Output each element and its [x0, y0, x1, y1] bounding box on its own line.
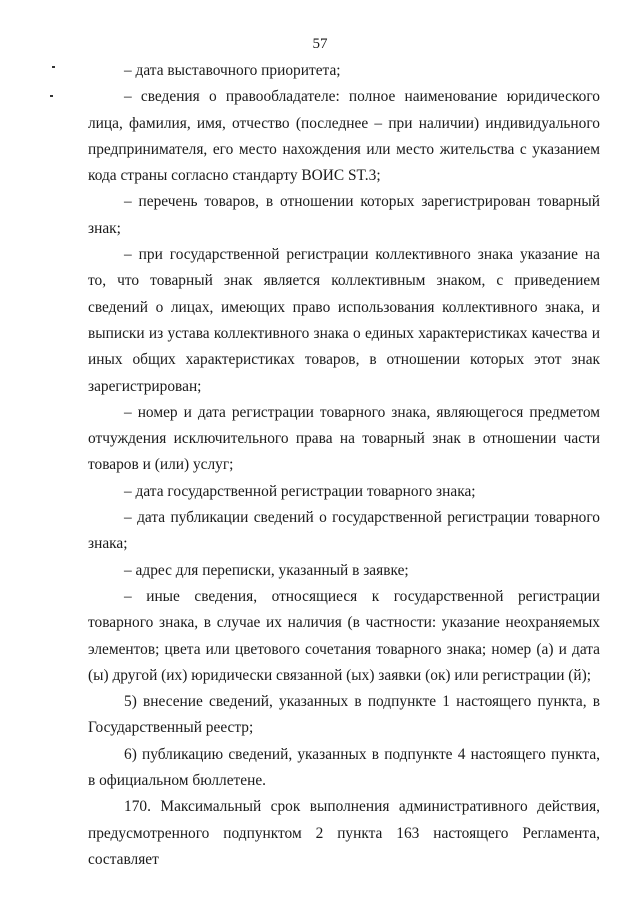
paragraph: – адрес для переписки, указанный в заявке;: [124, 561, 409, 579]
scan-speck: [50, 95, 53, 97]
paragraph: 170. Максимальный срок выполнения административного действия, предусмотренного подпунктом 2 пункта 163 настоящего Регламента, составляет: [88, 798, 600, 868]
paragraph: – номер и дата регистрации товарного знака, являющегося предметом отчуждения исключительного права на товарный знак в отношении части товаров и (или) услуг;: [88, 403, 600, 474]
document-body: [88, 58, 600, 873]
paragraph: – сведения о правообладателе: полное наименование юридического лица, фамилия, имя, отчество (последнее – при наличии) индивидуального предпринимателя, его место нахождения или место жительства с указанием кода страны согласно стандарту ВОИС ST.3;: [88, 88, 600, 185]
paragraph: – дата публикации сведений о государственной регистрации товарного знака;: [88, 509, 600, 553]
paragraph: – дата выставочного приоритета;: [124, 62, 341, 79]
paragraph: 5) внесение сведений, указанных в подпункте 1 настоящего пункта, в Государственный реестр;: [88, 693, 600, 737]
page-number: 57: [312, 36, 328, 52]
paragraph: – при государственной регистрации коллективного знака указание на то, что товарный знак является коллективным знаком, с приведением сведений о лицах, имеющих право использования коллективного знака, и выписки из устава коллективного знака о единых характеристиках качества и иных общих характеристиках товаров, в отношении которых этот знак зарегистрирован;: [88, 246, 600, 395]
scan-speck: [52, 66, 55, 68]
paragraph: – дата государственной регистрации товарного знака;: [124, 482, 476, 500]
paragraph: – перечень товаров, в отношении которых зарегистрирован товарный знак;: [88, 193, 600, 237]
paragraph: – иные сведения, относящиеся к государственной регистрации товарного знака, в случае их наличия (в частности: указание неохраняемых элементов; цвета или цветового сочетания товарного знака; номер (а) и дата (ы) другой (их) юридически связанной (ых) заявки (ок) или регистрации (й);: [88, 587, 600, 684]
paragraph: 6) публикацию сведений, указанных в подпункте 4 настоящего пункта, в официальном бюллетене.: [88, 745, 600, 790]
